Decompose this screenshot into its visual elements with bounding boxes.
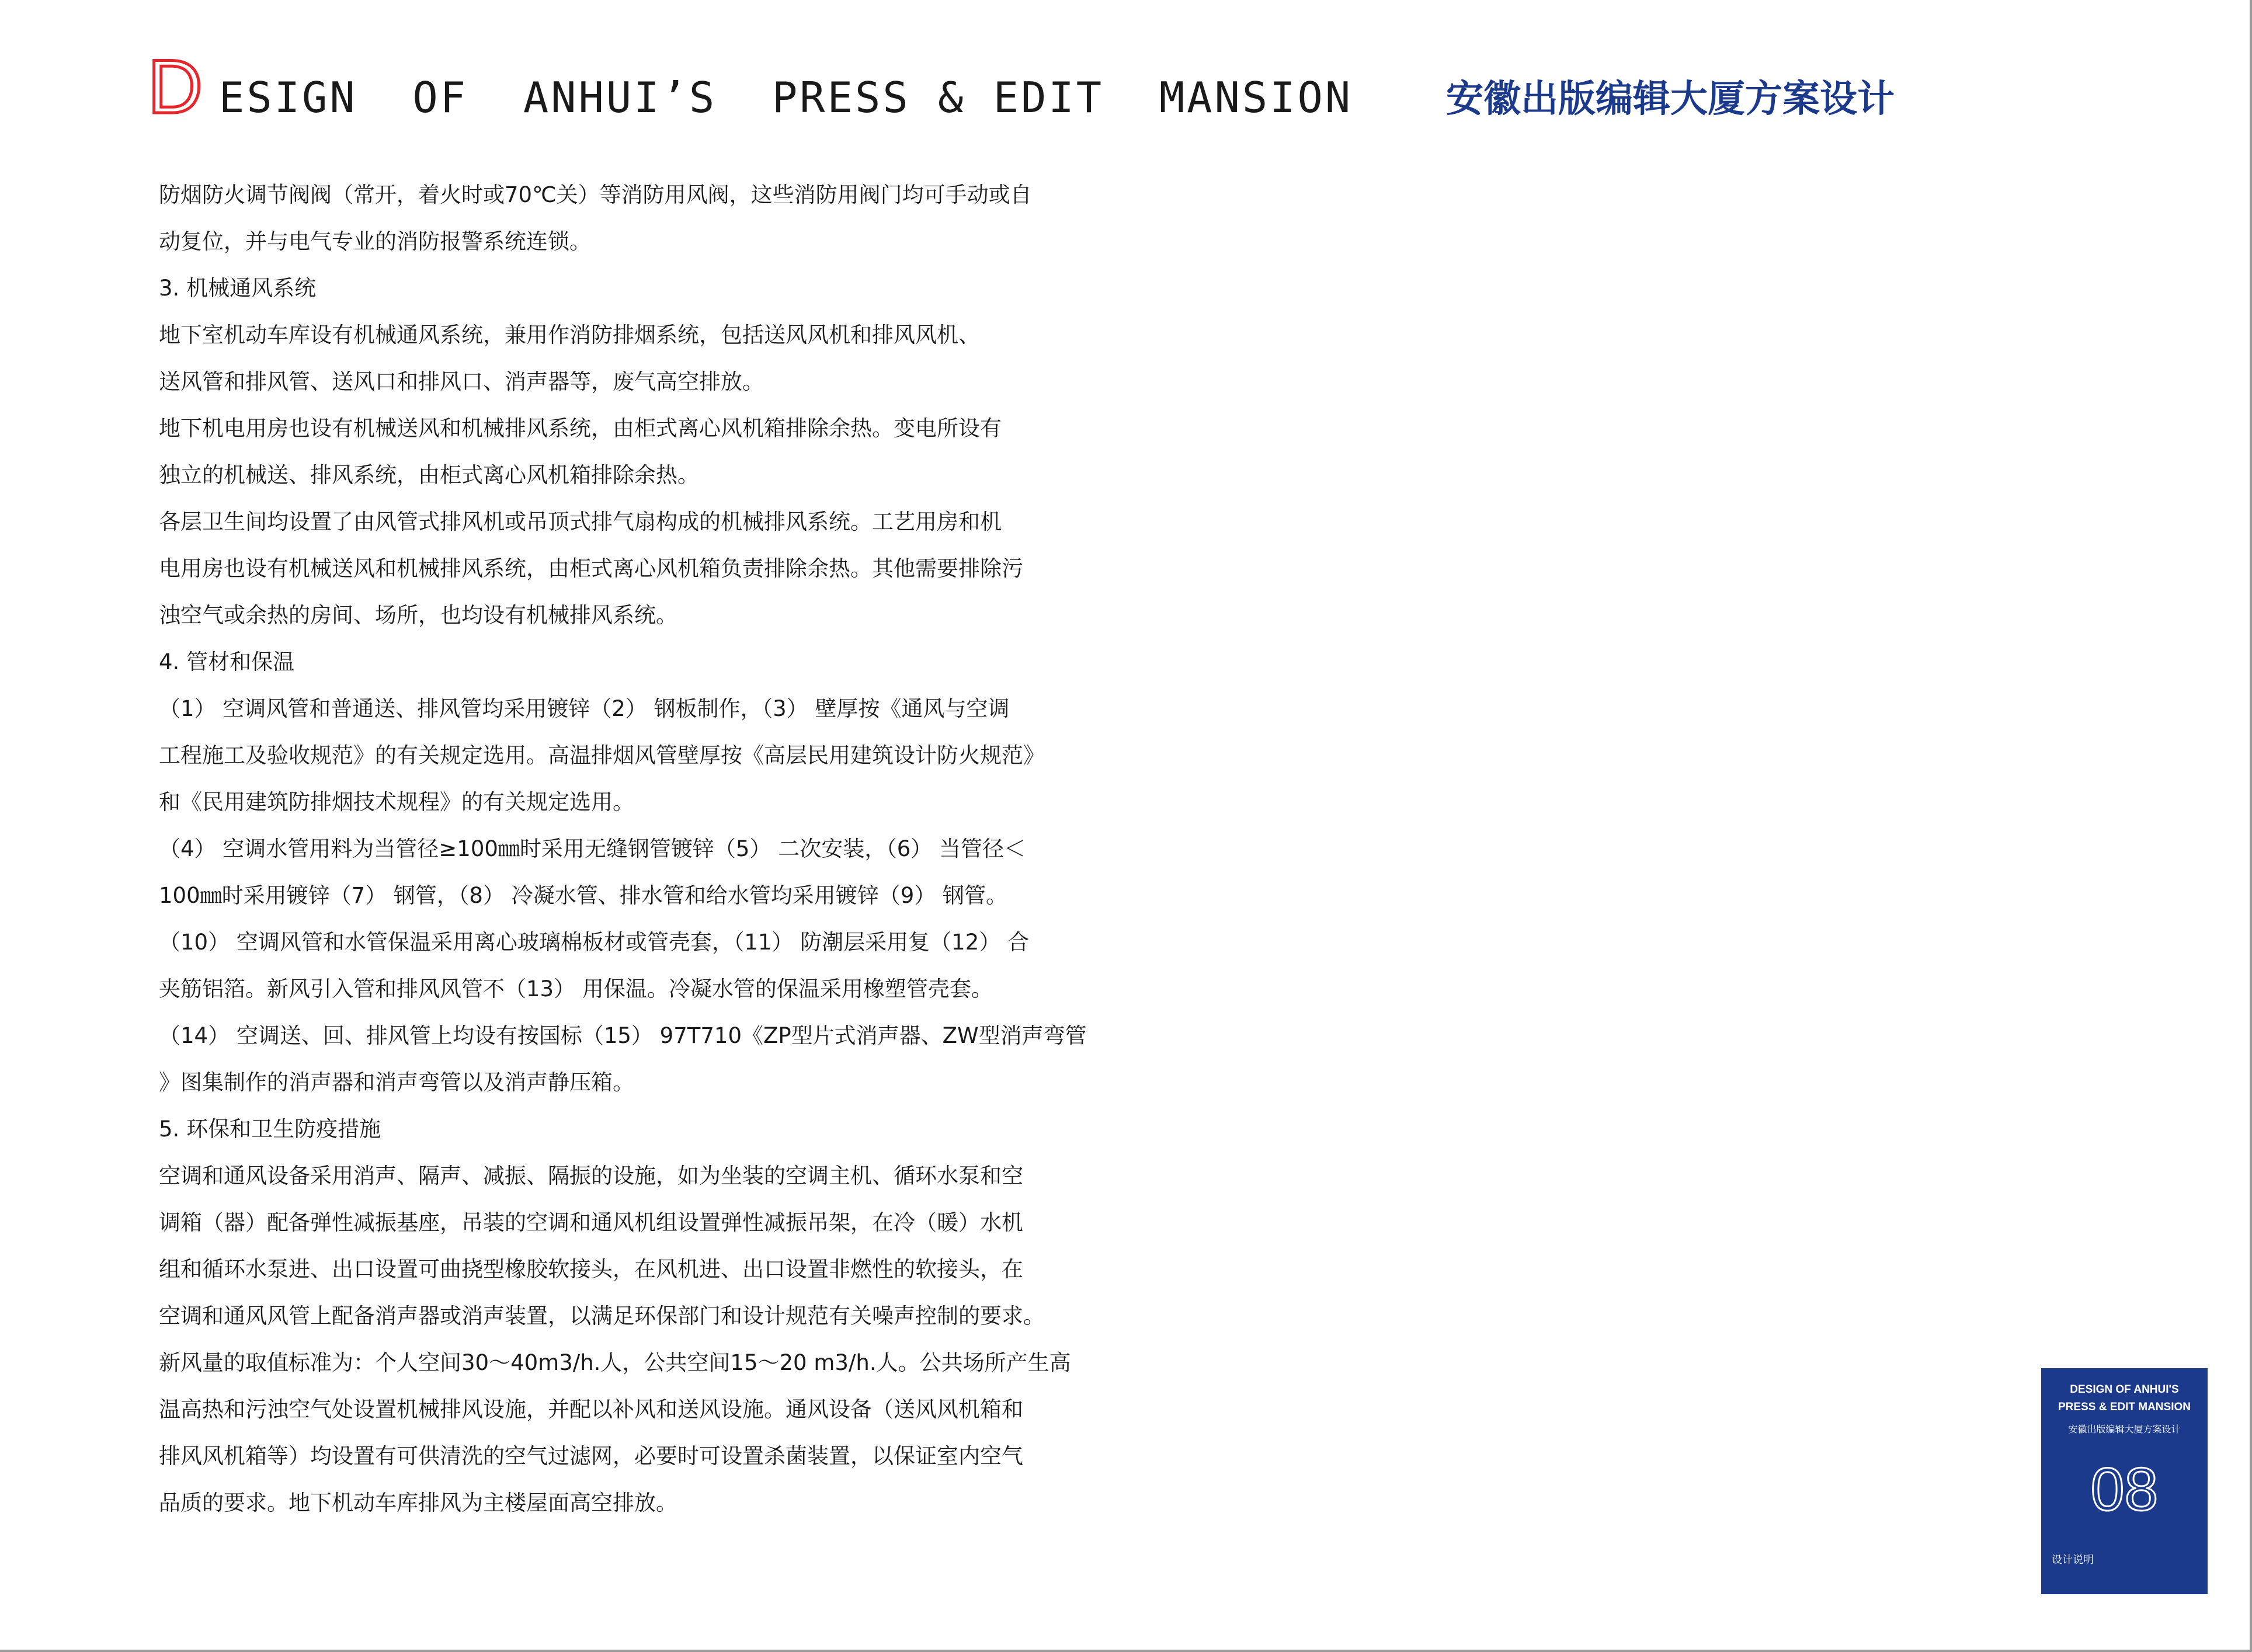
body-line: 3. 机械通风系统	[159, 276, 317, 301]
badge-title-line-2: PRESS & EDIT MANSION	[2058, 1401, 2191, 1413]
body-line: 组和循环水泵进、出口设置可曲挠型橡胶软接头，在风机进、出口设置非燃性的软接头，在	[159, 1257, 1023, 1282]
body-line: 温高热和污浊空气处设置机械排风设施，并配以补风和送风设施。通风设备（送风风机箱和	[159, 1397, 1023, 1422]
body-line: 100㎜时采用镀锌（7） 钢管，（8） 冷凝水管、排水管和给水管均采用镀锌（9） 钢管。	[159, 883, 1008, 908]
body-line: 空调和通风设备采用消声、隔声、减振、隔振的设施，如为坐装的空调主机、循环水泵和空	[159, 1163, 1023, 1188]
page-number: 08	[2090, 1456, 2159, 1524]
body-line: 》图集制作的消声器和消声弯管以及消声静压箱。	[159, 1070, 634, 1095]
page-border-bottom	[0, 1650, 2252, 1652]
body-line: 工程施工及验收规范》的有关规定选用。高温排烟风管壁厚按《高层民用建筑设计防火规范》	[159, 743, 1045, 768]
title-english: ESIGN OF ANHUI’S PRESS & EDIT MANSION	[219, 73, 1353, 122]
body-line: 送风管和排风管、送风口和排风口、消声器等，废气高空排放。	[159, 369, 764, 394]
logo-letter-d: D	[148, 44, 203, 129]
body-line: 地下室机动车库设有机械通风系统，兼用作消防排烟系统，包括送风风机和排风风机、	[159, 322, 980, 347]
section-label: 设计说明	[2052, 1554, 2094, 1566]
body-line: 空调和通风风管上配备消声器或消声装置，以满足环保部门和设计规范有关噪声控制的要求。	[159, 1303, 1045, 1328]
body-line: 4. 管材和保温	[159, 649, 295, 674]
body-line: 排风风机箱等）均设置有可供清洗的空气过滤网，必要时可设置杀菌装置，以保证室内空气	[159, 1444, 1023, 1469]
body-line: 浊空气或余热的房间、场所，也均设有机械排风系统。	[159, 603, 677, 628]
body-line: 电用房也设有机械送风和机械排风系统，由柜式离心风机箱负责排除余热。其他需要排除污	[159, 556, 1023, 581]
body-line: 地下机电用房也设有机械送风和机械排风系统，由柜式离心风机箱排除余热。变电所设有	[159, 416, 1002, 441]
badge-title-line-1: DESIGN OF ANHUI'S	[2070, 1383, 2179, 1396]
page-border-right	[2250, 0, 2252, 1652]
body-text	[159, 172, 1140, 1526]
body-line: 防烟防火调节阀阀（常开，着火时或70℃关）等消防用风阀，这些消防用阀门均可手动或自	[159, 182, 1032, 207]
body-line: 调箱（器）配备弹性减振基座，吊装的空调和通风机组设置弹性减振吊架，在冷（暖）水机	[159, 1210, 1023, 1235]
body-line: 品质的要求。地下机动车库排风为主楼屋面高空排放。	[159, 1490, 677, 1515]
body-line: 新风量的取值标准为：个人空间30～40m3/h.人，公共空间15～20 m3/h.人。公共场所产生高	[159, 1350, 1071, 1375]
body-line: （4） 空调水管用料为当管径≥100㎜时采用无缝钢管镀锌（5） 二次安装，（6） 当管径＜	[159, 836, 1026, 861]
body-line: 夹筋铝箔。新风引入管和排风风管不（13） 用保温。冷凝水管的保温采用橡塑管壳套。	[159, 976, 993, 1001]
page-badge	[2041, 1368, 2208, 1594]
title-chinese: 安徽出版编辑大厦方案设计	[1446, 78, 1895, 121]
body-line: （14） 空调送、回、排风管上均设有按国标（15） 97T710《ZP型片式消声器、ZW型消声弯管	[159, 1023, 1087, 1048]
body-line: 各层卫生间均设置了由风管式排风机或吊顶式排气扇构成的机械排风系统。工艺用房和机	[159, 509, 1002, 534]
body-line: 动复位，并与电气专业的消防报警系统连锁。	[159, 229, 591, 254]
body-line: （1） 空调风管和普通送、排风管均采用镀锌（2） 钢板制作，（3） 壁厚按《通风与空调	[159, 696, 1010, 721]
badge-title-chinese: 安徽出版编辑大厦方案设计	[2068, 1424, 2181, 1435]
body-line: 5. 环保和卫生防疫措施	[159, 1117, 381, 1142]
body-line: 独立的机械送、排风系统，由柜式离心风机箱排除余热。	[159, 462, 699, 488]
body-line: 和《民用建筑防排烟技术规程》的有关规定选用。	[159, 790, 634, 815]
body-line: （10） 空调风管和水管保温采用离心玻璃棉板材或管壳套，（11） 防潮层采用复（12） 合	[159, 930, 1030, 955]
